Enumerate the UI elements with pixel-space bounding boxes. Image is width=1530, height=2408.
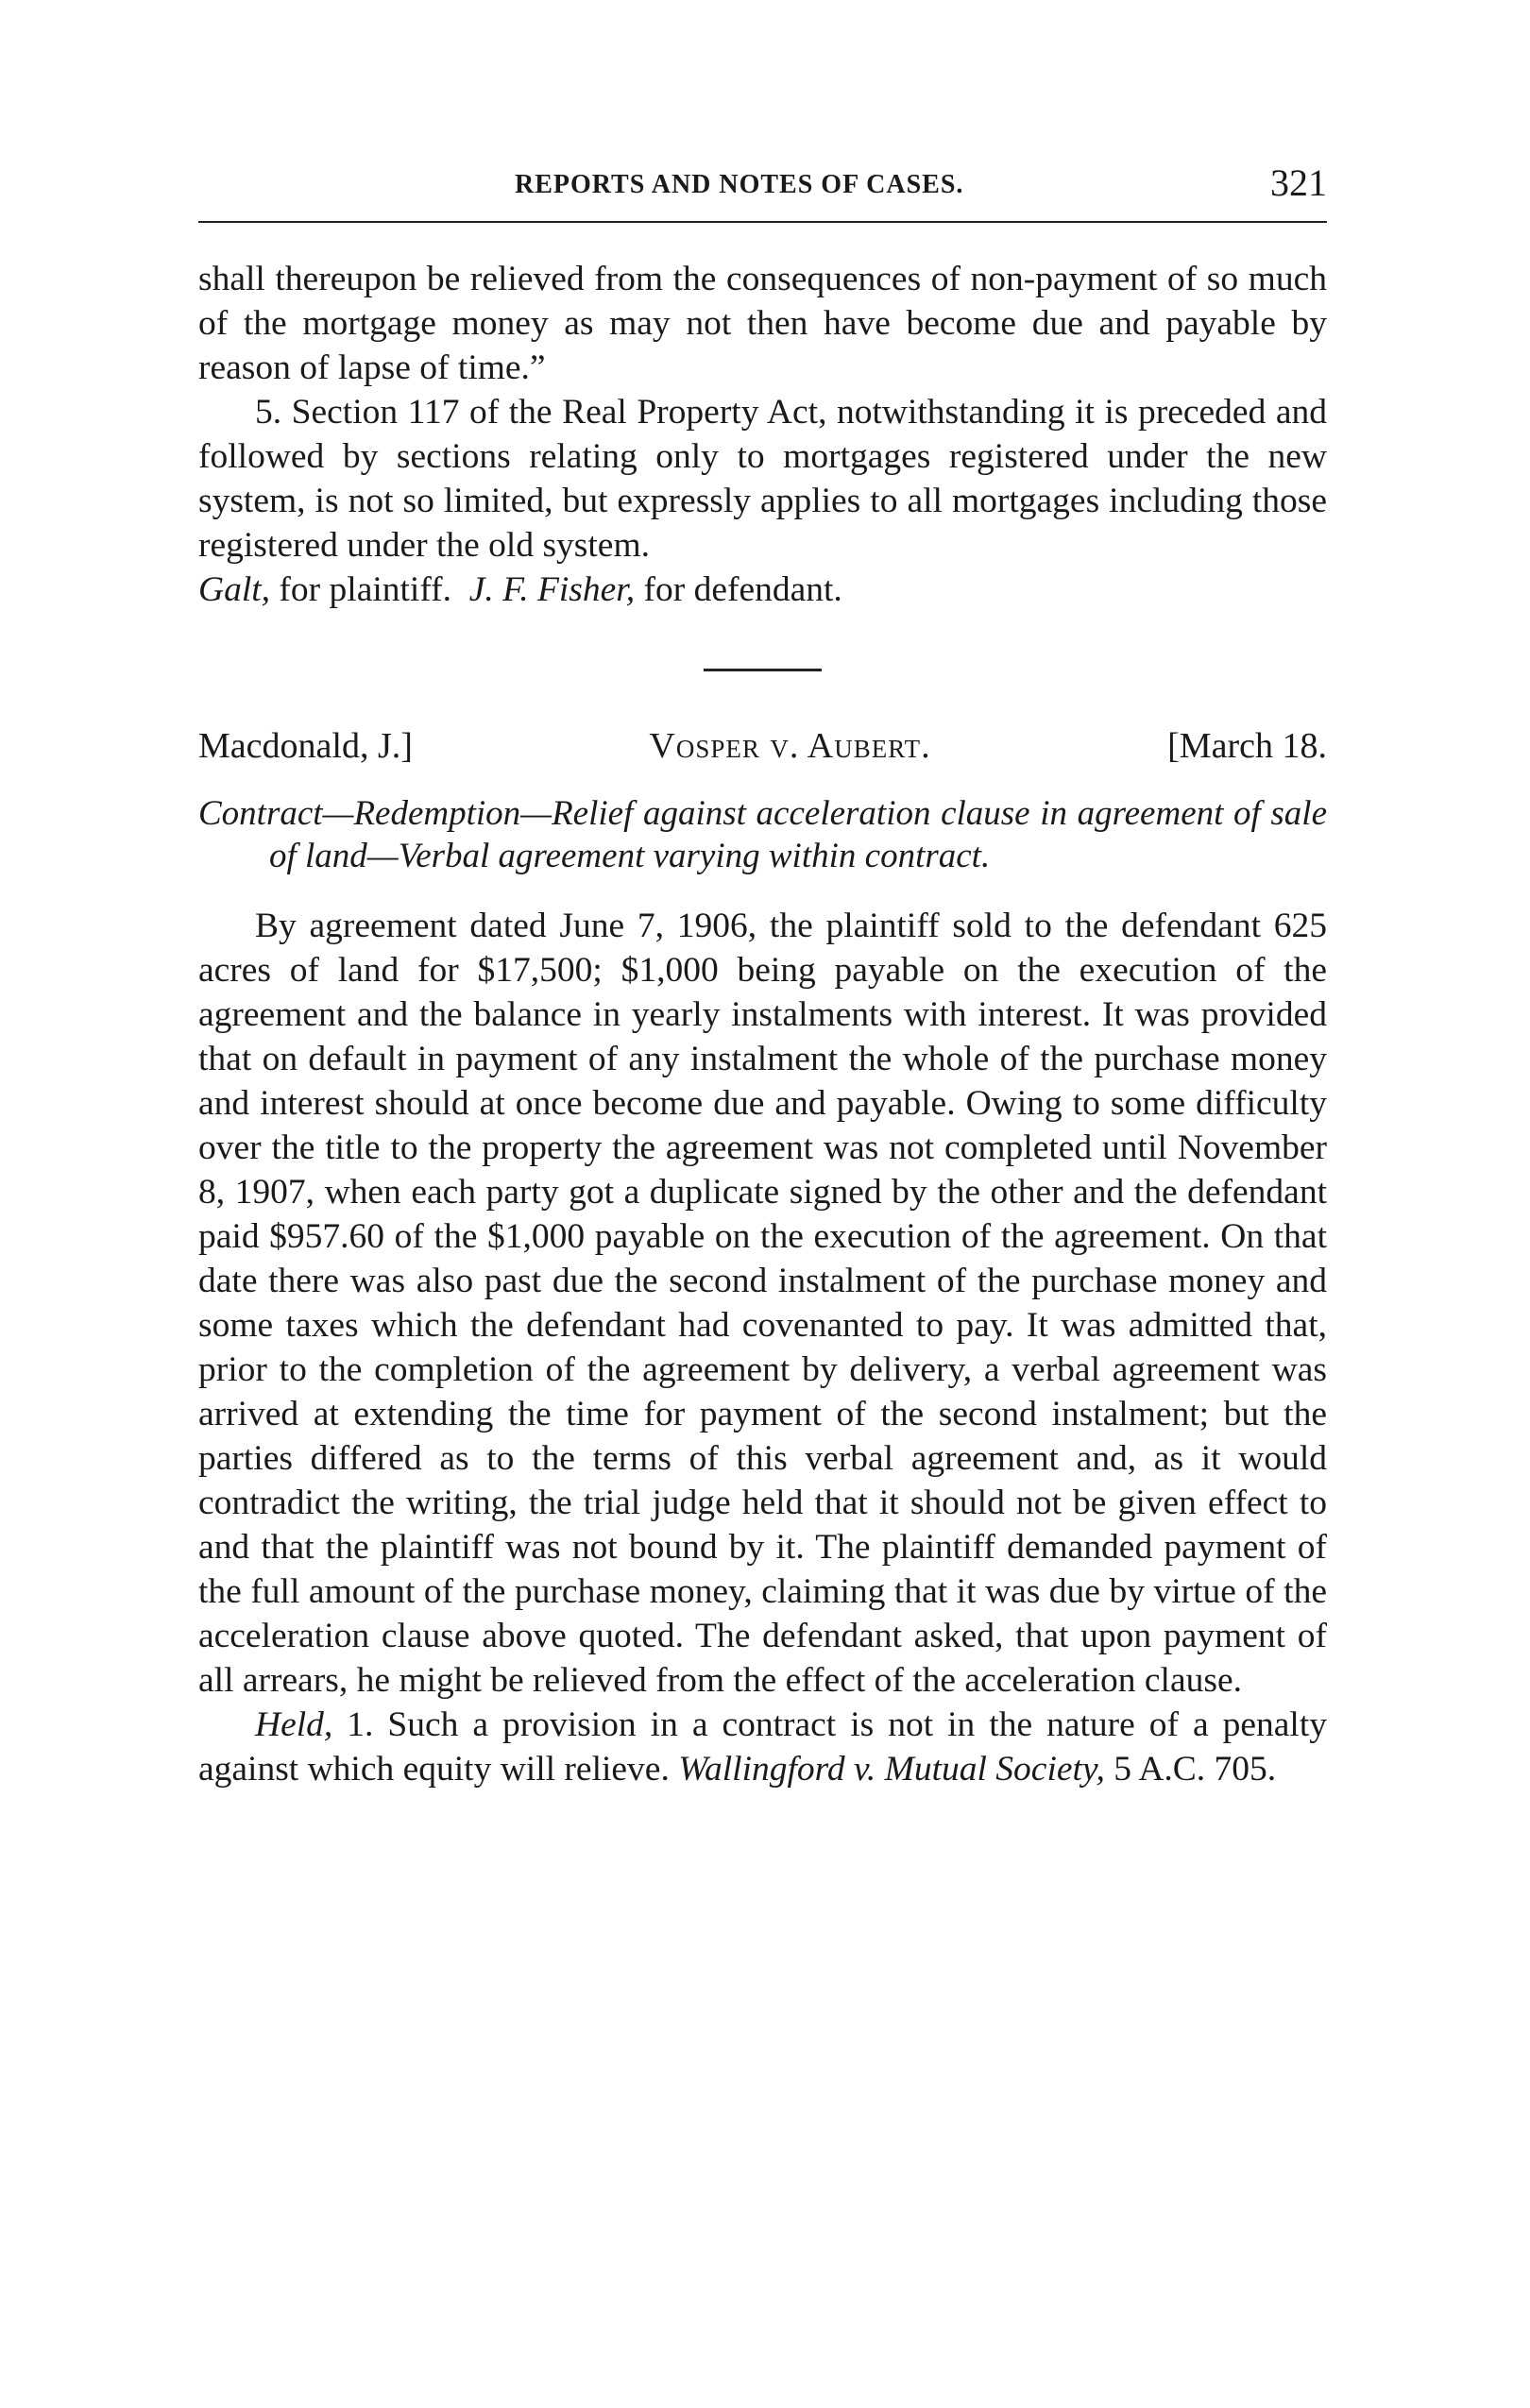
- citation-reference: 5 A.C. 705.: [1104, 1750, 1277, 1789]
- counsel-line: [198, 568, 1327, 612]
- plaintiff-counsel-role: for plaintiff.: [270, 570, 452, 609]
- held-paragraph: [198, 1703, 1327, 1791]
- running-title: REPORTS AND NOTES OF CASES.: [515, 170, 964, 199]
- holding-paragraph-5: 5. Section 117 of the Real Property Act, notwithstanding it is preceded and followed by sections relating only to mortgages registered under the new system, is not so limited, but expressly applies to all mortgages including those registered under the old system.: [198, 393, 1327, 565]
- held-label: Held,: [255, 1705, 333, 1744]
- defendant-counsel-role: for defendant.: [635, 570, 842, 609]
- case-date: [March 18.: [1167, 726, 1327, 766]
- case-header: [198, 724, 1327, 768]
- case-body: [198, 904, 1327, 1791]
- headnote: Contract—Redemption—Relief against acceleration clause in agreement of sale of land—Verbal agreement varying within contract.: [198, 794, 1327, 875]
- defendant-counsel-name: J. F. Fisher,: [468, 570, 636, 609]
- page-number: 321: [1270, 161, 1327, 204]
- plaintiff-counsel-name: Galt,: [198, 570, 271, 609]
- held-text: 1. Such a provision in a contract is not in the nature of a penalty against which equity will relieve.: [198, 1705, 1327, 1789]
- citation-name: Wallingford v. Mutual Society,: [678, 1750, 1105, 1789]
- continued-paragraph: shall thereupon be relieved from the consequences of non-payment of so much of the mortgage money as may not then have become due and payable by reason of lapse of time.”: [198, 260, 1327, 387]
- facts-paragraph: By agreement dated June 7, 1906, the plaintiff sold to the defendant 625 acres of land for $17,500; $1,000 being payable on the execution of the agreement and the balance in yearly instalments with interest. It was provided that on default in payment of any instalment the whole of the purchase money and interest should at once become due and payable. Owing to some difficulty over the title to the property the agreement was not completed until November 8, 1907, when each party got a duplicate signed by the other and the defendant paid $957.60 of the $1,000 payable on the execution of the agreement. On that date there was also past due the second instalment of the purchase money and some taxes which the defendant had covenanted to pay. It was admitted that, prior to the completion of the agreement by delivery, a verbal agreement was arrived at extending the time for payment of the second instalment; but the parties differed as to the terms of this verbal agreement and, as it would contradict the writing, the trial judge held that it should not be given effect to and that the plaintiff was not bound by it. The plaintiff demanded payment of the full amount of the purchase money, claiming that it was due by virtue of the acceleration clause above quoted. The defendant asked, that upon payment of all arrears, he might be relieved from the effect of the acceleration clause.: [198, 907, 1327, 1700]
- header-rule: [198, 221, 1327, 223]
- case-title: Vosper v. Aubert.: [649, 726, 931, 766]
- case-separator: [704, 669, 822, 671]
- previous-case-section: [198, 257, 1327, 612]
- running-header: [198, 161, 1327, 217]
- document-page: [198, 161, 1327, 1791]
- judge-name: Macdonald, J.]: [198, 726, 413, 766]
